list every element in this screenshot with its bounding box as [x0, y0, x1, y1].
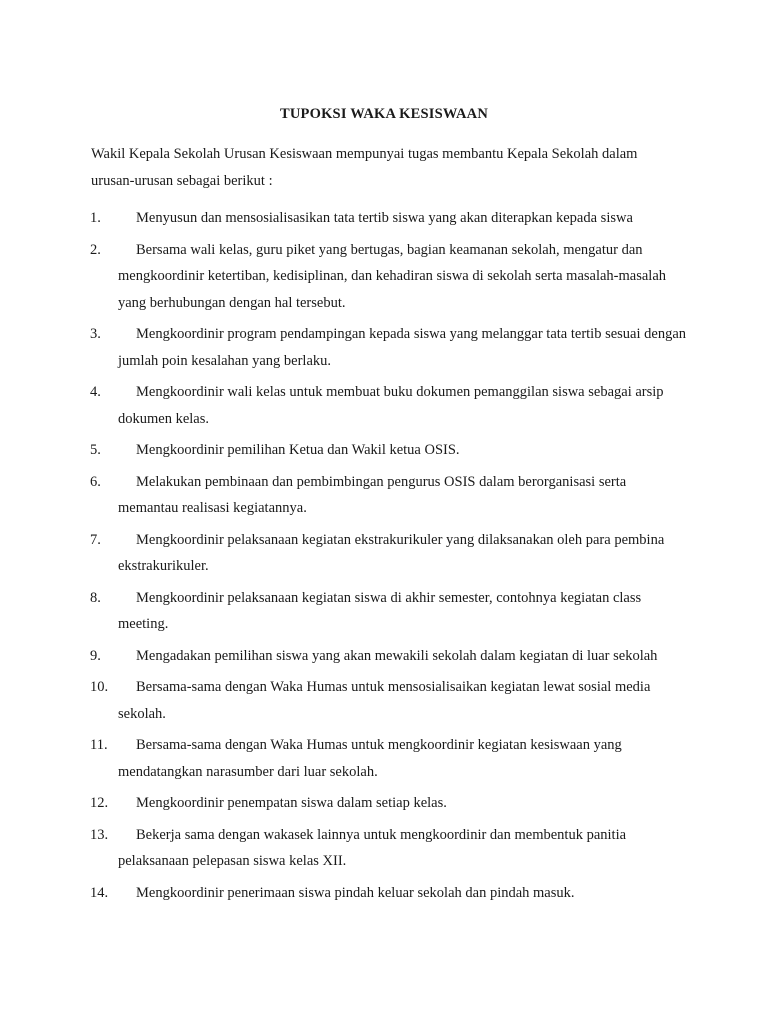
item-number: 9.: [90, 647, 101, 664]
item-text: Mengkoordinir penempatan siswa dalam setiap kelas.: [136, 795, 447, 811]
list-item: [0, 237, 768, 317]
item-text: Bersama wali kelas, guru piket yang bertugas, bagian keamanan sekolah, mengatur dan mengkoordinir ketertiban, kedisiplinan, dan kehadiran siswa di sekolah serta masalah-masalah yang berhubungan dengan hal tersebut.: [118, 241, 667, 311]
item-text: Mengadakan pemilihan siswa yang akan mewakili sekolah dalam kegiatan di luar sekolah: [136, 647, 658, 664]
item-number: 8.: [90, 589, 101, 606]
list-item: [0, 585, 768, 638]
item-number: 4.: [90, 384, 101, 400]
item-text: Mengkoordinir wali kelas untuk membuat buku dokumen pemanggilan siswa sebagai arsip dokumen kelas.: [118, 384, 664, 427]
item-text: Melakukan pembinaan dan pembimbingan pengurus OSIS dalam berorganisasi serta memantau realisasi kegiatannya.: [118, 473, 627, 516]
list-item: [0, 379, 768, 432]
item-number: 1.: [90, 210, 101, 226]
document-title: TUPOKSI WAKA KESISWAAN: [280, 106, 488, 122]
item-number: 13.: [90, 826, 109, 843]
item-text: Bekerja sama dengan wakasek lainnya untuk mengkoordinir dan membentuk panitia pelaksanaan pelepasan siswa kelas XII.: [118, 826, 627, 869]
list-item: [0, 880, 768, 907]
item-number: 5.: [90, 442, 101, 458]
list-item: [0, 674, 768, 727]
item-text: Mengkoordinir program pendampingan kepada siswa yang melanggar tata tertib sesuai dengan jumlah poin kesalahan yang berlaku.: [118, 326, 687, 369]
list-item: [0, 437, 768, 464]
item-text: Mengkoordinir pelaksanaan kegiatan siswa di akhir semester, contohnya kegiatan class meeting.: [118, 589, 642, 632]
item-text: Mengkoordinir pelaksanaan kegiatan ekstrakurikuler yang dilaksanakan oleh para pembina ekstrakurikuler.: [118, 531, 665, 574]
intro-paragraph: Wakil Kepala Sekolah Urusan Kesiswaan mempunyai tugas membantu Kepala Sekolah dalam urusan-urusan sebagai berikut :: [91, 146, 638, 189]
list-item: [0, 790, 768, 817]
item-number: 7.: [90, 531, 101, 548]
item-text: Menyusun dan mensosialisasikan tata tertib siswa yang akan diterapkan kepada siswa: [136, 210, 633, 226]
item-number: 10.: [90, 679, 109, 695]
item-number: 2.: [90, 241, 101, 258]
item-text: Mengkoordinir penerimaan siswa pindah keluar sekolah dan pindah masuk.: [136, 884, 575, 901]
item-text: Mengkoordinir pemilihan Ketua dan Wakil ketua OSIS.: [136, 442, 460, 458]
list-item: [0, 205, 768, 232]
item-number: 6.: [90, 473, 101, 490]
list-item: [0, 732, 768, 785]
list-item: [0, 321, 768, 374]
list-item: [0, 469, 768, 522]
list-item: [0, 527, 768, 580]
duties-list: [0, 205, 768, 911]
item-text: Bersama-sama dengan Waka Humas untuk mensosialisaikan kegiatan lewat sosial media sekolah.: [118, 679, 651, 722]
item-number: 12.: [90, 795, 109, 811]
list-item: [0, 643, 768, 670]
item-text: Bersama-sama dengan Waka Humas untuk mengkoordinir kegiatan kesiswaan yang mendatangkan narasumber dari luar sekolah.: [118, 737, 622, 780]
list-item: [0, 822, 768, 875]
item-number: 14.: [90, 884, 109, 901]
item-number: 11.: [90, 737, 108, 753]
item-number: 3.: [90, 326, 101, 342]
